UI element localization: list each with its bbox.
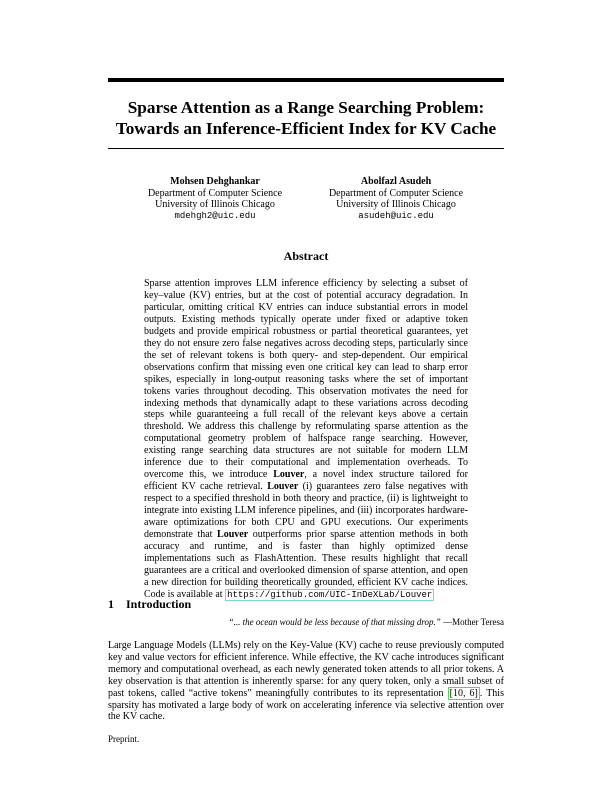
title-bottom-rule bbox=[108, 148, 504, 149]
citation-link[interactable]: [10, 6] bbox=[449, 687, 478, 699]
abstract-part-2: , a novel index structure tailored for efficient KV cache retrieval. bbox=[144, 469, 469, 493]
author-email[interactable]: asudeh@uic.edu bbox=[358, 210, 434, 221]
title-line-2: Towards an Inference-Efficient Index for KV Cache bbox=[115, 119, 497, 138]
abstract-part-4: outperforms prior sparse attention methods in both accuracy and runtime, and is faster than highly optimized dense implementations such as FlashAttention. These results highlight that recall guarantees are a critical and overlooked dimension of sparse attention, and open a new direction for building theoretically grounded, efficient KV cache indices. Code is available at bbox=[144, 529, 468, 600]
author-university: University of Illinois Chicago bbox=[336, 199, 456, 210]
author-department: Department of Computer Science bbox=[147, 187, 283, 199]
title-top-rule bbox=[108, 78, 504, 82]
title-line-1: Sparse Attention as a Range Searching Problem: bbox=[127, 98, 485, 117]
section-title: Introduction bbox=[126, 597, 192, 611]
louver-name: Louver bbox=[217, 529, 249, 541]
section-number: 1 bbox=[108, 597, 114, 611]
intro-text-1: Large Language Models (LLMs) rely on the Key-Value (KV) cache to reuse previously computed key and value vectors for efficient inference. While effective, the KV cache introduces significant memory and computational overhead, as each newly generated token attends to all prior tokens. A key observation is that attention is inherently sparse: for any query token, only a small subset of past tokens, called “active tokens” meaningfully contributes to its representation bbox=[108, 640, 504, 699]
author-email[interactable]: mdehgh2@uic.edu bbox=[174, 210, 256, 221]
author-block-1 bbox=[120, 176, 310, 222]
author-department: Department of Computer Science bbox=[328, 187, 464, 199]
author-name: Abolfazl Asudeh bbox=[360, 176, 432, 187]
louver-name: Louver bbox=[267, 481, 299, 493]
intro-text-2: . This sparsity has motivated a large body of work on accelerating inference via selective attention over the KV cache. bbox=[108, 687, 504, 723]
epigraph-quote: “... the ocean would be less because of that missing drop.” bbox=[228, 617, 441, 627]
intro-paragraph bbox=[108, 640, 504, 723]
section-heading bbox=[108, 597, 191, 612]
author-block-2 bbox=[301, 176, 491, 222]
code-link[interactable]: https://github.com/UIC-InDeXLab/Louver bbox=[227, 589, 433, 600]
abstract-heading: Abstract bbox=[283, 249, 329, 263]
abstract-text bbox=[144, 278, 468, 602]
abstract-part-3: (i) guarantees zero false negatives with respect to a specified threshold in both theory and practice, (ii) is lightweight to integrate into existing LLM inference pipelines, and (iii) incorporates hardware-aware optimizations for both CPU and GPU executions. Our experiments demonstrate that bbox=[144, 481, 468, 541]
epigraph bbox=[108, 617, 504, 627]
author-university: University of Illinois Chicago bbox=[155, 199, 275, 210]
paper-title bbox=[108, 97, 504, 139]
abstract-part-1: Sparse attention improves LLM inference efficiency by selecting a subset of key–value (KV) entries, but at the cost of potential accuracy degradation. In particular, omitting critical KV entries can induce substantial errors in model outputs. Existing methods typically operate under fixed or adaptive token budgets and provide empirical robustness or partial theoretical guarantees, yet they do not ensure zero false negatives across decoding steps, particularly since the set of relevant tokens is both query- and step-dependent. Our empirical observations confirm that missing even one critical key can lead to sharp error spikes, especially in long-output reasoning tasks where the set of important tokens varies throughout decoding. This observation motivates the need for indexing methods that dynamically adapt to these variations across decoding steps while guaranteeing a full recall of the relevant keys above a certain threshold. We address this challenge by reformulating sparse attention as the computational geometry problem of halfspace range searching. However, existing range searching data structures are not suitable for modern LLM inference due to their computational and implementation overheads. To overcome this, we introduce bbox=[144, 278, 468, 481]
author-name: Mohsen Dehghankar bbox=[170, 176, 260, 187]
louver-name: Louver bbox=[273, 469, 305, 481]
footer-note: Preprint. bbox=[108, 734, 140, 744]
epigraph-attribution: —Mother Teresa bbox=[440, 617, 504, 627]
